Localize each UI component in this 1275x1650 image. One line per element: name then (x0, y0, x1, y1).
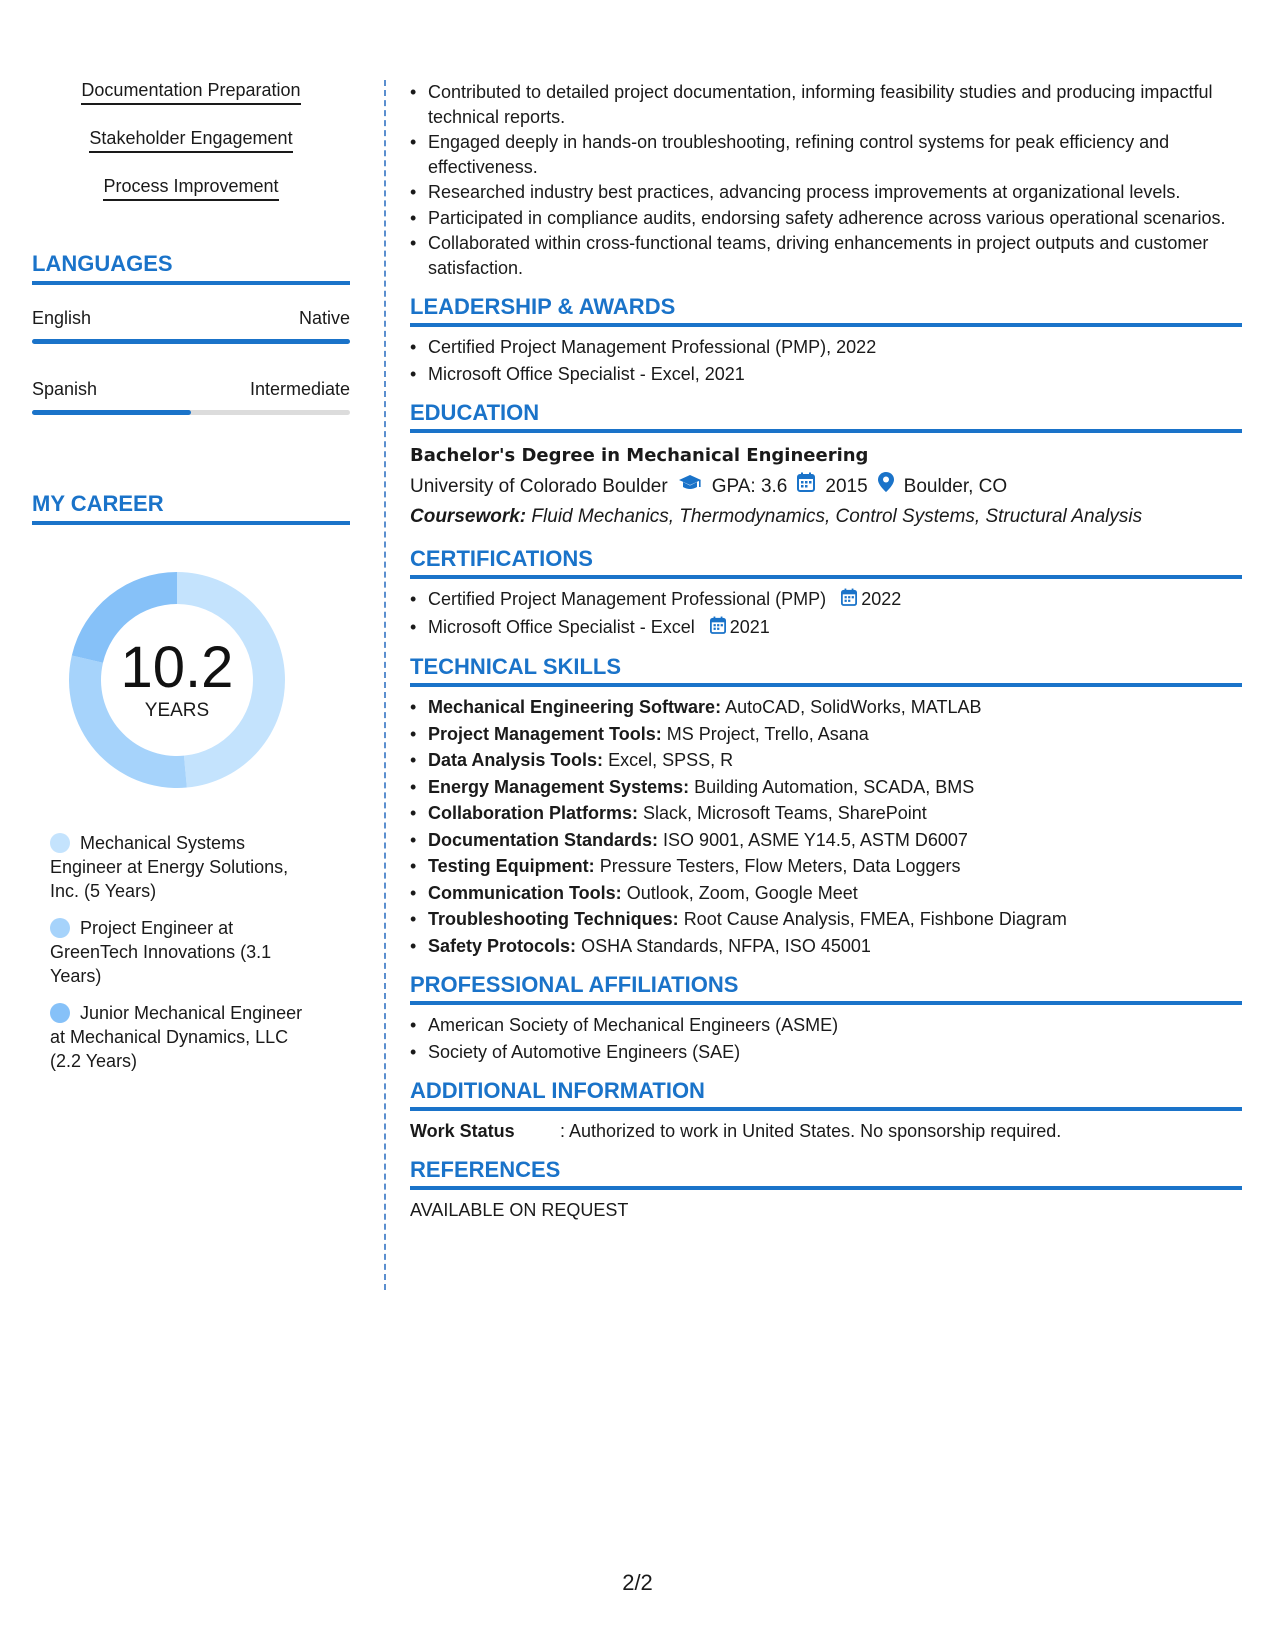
skill-value: Pressure Testers, Flow Meters, Data Loggers (599, 856, 961, 876)
language-item (32, 307, 350, 344)
legend-label: Junior Mechanical Engineer at Mechanical Dynamics, LLC (2.2 Years) (50, 1003, 303, 1071)
skill-label: Safety Protocols: (428, 935, 577, 956)
leadership-item: • Microsoft Office Specialist - Excel, 2021 (410, 362, 1242, 387)
skill-label: Data Analysis Tools: (428, 750, 604, 770)
legend-label: Mechanical Systems Engineer at Energy Solutions, Inc. (5 Years) (50, 833, 289, 901)
language-bar-fill (32, 339, 350, 344)
skill-value: ISO 9001, ASME Y14.5, ASTM D6007 (663, 829, 968, 850)
certification-item (410, 615, 1242, 641)
right-column (410, 80, 1242, 1222)
skill-tag: Stakeholder Engagement (89, 128, 292, 153)
education-degree: Bachelor's Degree in Mechanical Engineering (410, 445, 869, 466)
technical-skill-item (410, 748, 1242, 773)
skill-label: Troubleshooting Techniques: (428, 909, 679, 929)
experience-bullet: • Engaged deeply in hands-on troubleshooting, refining control systems for peak efficiency and effectiveness. (410, 130, 1242, 179)
education-location: Boulder, CO (903, 476, 1008, 497)
leadership-title: LEADERSHIP & AWARDS (410, 294, 1242, 327)
legend-dot (50, 833, 70, 853)
left-column (32, 80, 350, 1086)
skill-value: Slack, Microsoft Teams, SharePoint (643, 803, 927, 823)
additional-info-section (410, 1078, 1242, 1143)
education-meta (410, 471, 1242, 502)
language-level: Native (298, 308, 350, 328)
skill-value: OSHA Standards, NFPA, ISO 45001 (581, 935, 871, 956)
work-status-label: Work Status (410, 1121, 515, 1141)
language-item (32, 378, 350, 415)
career-unit: YEARS (144, 700, 210, 721)
certifications-title: CERTIFICATIONS (410, 546, 1242, 579)
career-title: MY CAREER (32, 491, 350, 525)
certification-item (410, 587, 1242, 613)
certifications-section (410, 546, 1242, 640)
references-title: REFERENCES (410, 1157, 1242, 1190)
education-title: EDUCATION (410, 400, 1242, 433)
skill-value: Excel, SPSS, R (608, 750, 734, 770)
affiliation-item: • Society of Automotive Engineers (SAE) (410, 1040, 1242, 1065)
career-legend-item (50, 831, 320, 903)
language-name: Spanish (32, 379, 98, 399)
education-year: 2015 (825, 476, 868, 497)
calendar-icon (841, 588, 857, 613)
experience-bullets (410, 80, 1242, 280)
languages-title: LANGUAGES (32, 251, 350, 285)
language-bar (32, 339, 350, 344)
column-divider (384, 80, 386, 1290)
career-total: 10.2 (120, 635, 234, 700)
work-status-value: : Authorized to work in United States. No sponsorship required. (560, 1121, 1062, 1141)
technical-skill-item (410, 695, 1242, 720)
work-status-row (410, 1119, 1242, 1143)
certification-name: Certified Project Management Professional (PMP) (428, 589, 827, 609)
skill-label: Documentation Standards: (428, 829, 659, 850)
skill-value: Building Automation, SCADA, BMS (694, 776, 975, 797)
affiliations-title: PROFESSIONAL AFFILIATIONS (410, 972, 1242, 1005)
technical-skill-item (410, 722, 1242, 747)
leadership-section (410, 294, 1242, 386)
skill-label: Energy Management Systems: (428, 776, 690, 797)
skill-label: Communication Tools: (428, 882, 622, 903)
references-text: AVAILABLE ON REQUEST (410, 1200, 629, 1220)
affiliations-section (410, 972, 1242, 1064)
skill-label: Mechanical Engineering Software: (428, 697, 722, 717)
language-bar-fill (32, 410, 191, 415)
career-legend-item (50, 916, 320, 988)
career-donut (62, 565, 292, 795)
legend-dot (50, 1003, 70, 1023)
education-school: University of Colorado Boulder (410, 476, 668, 497)
calendar-icon (797, 471, 815, 502)
location-pin-icon (878, 471, 894, 502)
calendar-icon (710, 616, 726, 641)
technical-skill-item (410, 907, 1242, 932)
page-number: 2/2 (622, 1570, 653, 1595)
education-coursework (410, 502, 1242, 532)
education-section (410, 400, 1242, 532)
leadership-item: • Certified Project Management Professional (PMP), 2022 (410, 335, 1242, 360)
coursework-label: Coursework: (410, 506, 527, 527)
experience-bullet: • Collaborated within cross-functional teams, driving enhancements in project outputs and customer satisfaction. (410, 231, 1242, 280)
language-bar (32, 410, 350, 415)
skill-label: Project Management Tools: (428, 723, 662, 744)
legend-label: Project Engineer at GreenTech Innovations (3.1 Years) (50, 918, 272, 986)
certification-year: 2022 (861, 589, 902, 609)
technical-skill-item (410, 854, 1242, 879)
skill-value: MS Project, Trello, Asana (666, 723, 869, 744)
certification-year: 2021 (729, 616, 770, 637)
technical-skill-item (410, 801, 1242, 826)
graduation-cap-icon (678, 471, 702, 502)
affiliation-item: • American Society of Mechanical Engineers (ASME) (410, 1013, 1242, 1038)
legend-dot (50, 918, 70, 938)
coursework-value: Fluid Mechanics, Thermodynamics, Control Systems, Structural Analysis (531, 506, 1143, 527)
technical-skill-item (410, 934, 1242, 959)
skill-tags (32, 80, 350, 224)
references-section (410, 1157, 1242, 1222)
language-name: English (32, 308, 92, 328)
skill-tag: Documentation Preparation (81, 80, 300, 105)
technical-skill-item (410, 775, 1242, 800)
skill-value: Root Cause Analysis, FMEA, Fishbone Diagram (683, 909, 1067, 929)
experience-bullet: • Researched industry best practices, advancing process improvements at organizational levels. (410, 180, 1242, 205)
technical-skills-section (410, 654, 1242, 958)
skill-label: Testing Equipment: (428, 856, 595, 876)
technical-skill-item (410, 881, 1242, 906)
skill-tag: Process Improvement (103, 176, 278, 201)
career-legend-item (50, 1001, 320, 1073)
experience-bullet: • Contributed to detailed project documentation, informing feasibility studies and producing impactful technical reports. (410, 80, 1242, 129)
language-level: Intermediate (249, 379, 350, 399)
education-gpa: GPA: 3.6 (711, 476, 788, 497)
additional-info-title: ADDITIONAL INFORMATION (410, 1078, 1242, 1111)
skill-value: Outlook, Zoom, Google Meet (626, 882, 858, 903)
experience-bullet: • Participated in compliance audits, endorsing safety adherence across various operational scenarios. (410, 206, 1242, 231)
skill-value: AutoCAD, SolidWorks, MATLAB (725, 697, 982, 717)
technical-skill-item (410, 828, 1242, 853)
technical-skills-title: TECHNICAL SKILLS (410, 654, 1242, 687)
career-legend (32, 831, 350, 1073)
skill-label: Collaboration Platforms: (428, 803, 639, 823)
certification-name: Microsoft Office Specialist - Excel (428, 616, 695, 637)
